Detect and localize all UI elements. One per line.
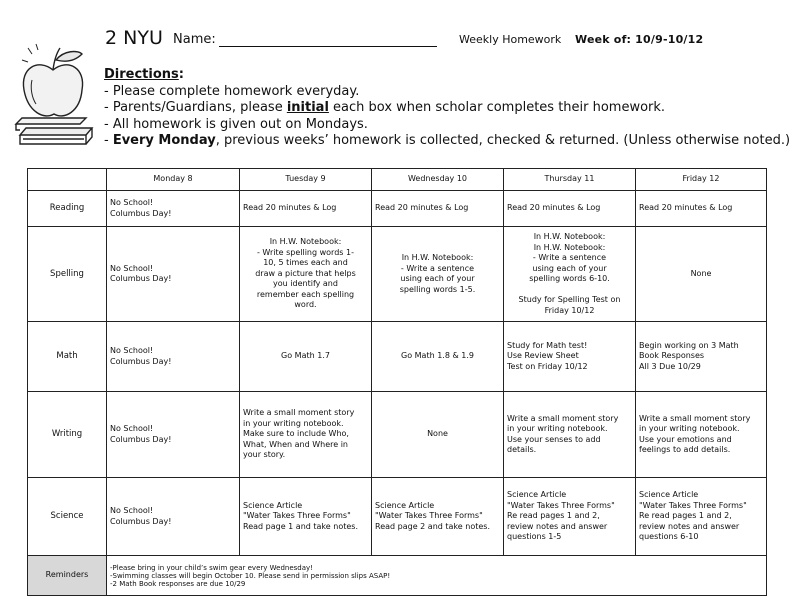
directions-line-2-emph: initial (286, 100, 329, 115)
cell-line: In H.W. Notebook: (401, 253, 474, 262)
homework-cell[interactable] (636, 478, 767, 556)
cell-line: Science Article (639, 490, 699, 500)
cell-line: in your writing notebook. (243, 418, 344, 428)
day-header-0: Monday 8 (107, 169, 240, 191)
cell-line: Make sure to include Who, (243, 429, 349, 439)
name-label: Name: (173, 32, 216, 47)
cell-line: - Write spelling words 1- (257, 247, 354, 257)
table-row-spelling (28, 227, 767, 322)
cell-line: your story. (243, 450, 286, 460)
cell-line: No School! (110, 506, 154, 515)
cell-line: Read 20 minutes & Log (375, 203, 469, 213)
table-row-reading (28, 191, 767, 227)
cell-line: Write a small moment story (639, 413, 751, 423)
cell-line: in your writing notebook. (507, 424, 608, 433)
cell-line: Science Article (375, 500, 435, 510)
homework-cell[interactable] (636, 392, 767, 478)
cell-line: details. (507, 445, 537, 454)
cell-line: Science Article (507, 490, 567, 500)
week-of-label: Week of: 10/9-10/12 (575, 33, 704, 46)
homework-cell[interactable] (504, 322, 636, 392)
subject-label: Writing (28, 392, 107, 478)
directions-line-1: - Please complete homework everyday. (104, 83, 360, 99)
subject-label: Reading (28, 191, 107, 227)
cell-line: "Water Takes Three Forms" (375, 511, 483, 521)
cell-line: review notes and answer (507, 521, 608, 531)
table-row-math (28, 322, 767, 392)
cell-line: No School! (110, 424, 154, 433)
weekly-homework-label: Weekly Homework (459, 33, 562, 46)
table-header-row (28, 169, 767, 191)
directions (104, 67, 791, 150)
homework-cell[interactable] (504, 191, 636, 227)
cell-line: None (427, 429, 448, 439)
cell-line: feelings to add details. (639, 445, 731, 454)
cell-line: Columbus Day! (110, 208, 172, 218)
day-header-4: Friday 12 (636, 169, 767, 191)
cell-line: Book Responses (639, 351, 705, 361)
cell-line: Re read pages 1 and 2, (507, 511, 600, 521)
cell-line: Go Math 1.7 (281, 351, 330, 361)
cell-line: In H.W. Notebook: (533, 242, 606, 252)
cell-line: Write a small moment story (243, 408, 355, 418)
cell-line: Read 20 minutes & Log (639, 203, 733, 213)
homework-cell[interactable] (372, 322, 504, 392)
directions-line-4-emph: Every Monday (112, 133, 216, 148)
table-row-science (28, 478, 767, 556)
homework-cell[interactable] (372, 392, 504, 478)
cell-line: Test on Friday 10/12 (507, 361, 588, 371)
cell-line: questions 1-5 (507, 532, 562, 542)
homework-cell[interactable] (504, 227, 636, 322)
cell-line: Columbus Day! (110, 434, 172, 444)
homework-cell[interactable] (240, 191, 372, 227)
homework-cell[interactable] (107, 227, 240, 322)
cell-line: Write a small moment story (507, 413, 619, 423)
header (105, 27, 785, 51)
homework-cell[interactable] (107, 392, 240, 478)
homework-cell[interactable] (107, 322, 240, 392)
cell-line: What, When and Where in (243, 439, 348, 449)
cell-line: Read 20 minutes & Log (243, 203, 337, 213)
cell-line: questions 6-10 (639, 532, 699, 542)
homework-cell[interactable] (636, 322, 767, 392)
homework-cell[interactable] (372, 191, 504, 227)
cell-line: Read page 2 and take notes. (375, 521, 490, 531)
cell-line: All 3 Due 10/29 (639, 361, 701, 371)
cell-line: Read page 1 and take notes. (243, 521, 358, 531)
homework-cell[interactable] (240, 392, 372, 478)
cell-line: Use your senses to add (507, 434, 601, 444)
reminder-line: -Swimming classes will begin October 10. Please send in permission slips ASAP! (110, 571, 391, 580)
cell-line: Study for Spelling Test on (518, 295, 621, 304)
cell-line: Read 20 minutes & Log (507, 203, 601, 213)
homework-cell[interactable] (372, 227, 504, 322)
cell-line: Go Math 1.8 & 1.9 (401, 351, 474, 361)
reminder-line: -Please bring in your child’s swim gear every Wednesday! (110, 563, 313, 572)
subject-label: Science (28, 478, 107, 556)
cell-line: In H.W. Notebook: (533, 232, 606, 241)
cell-line: No School! (110, 198, 154, 207)
day-header-2: Wednesday 10 (372, 169, 504, 191)
cell-line: review notes and answer (639, 521, 740, 531)
cell-line: Use Review Sheet (507, 351, 579, 361)
cell-line (507, 285, 632, 296)
homework-cell[interactable] (636, 227, 767, 322)
subject-label: Spelling (28, 227, 107, 322)
homework-cell[interactable] (504, 392, 636, 478)
cell-line: In H.W. Notebook: (269, 237, 342, 247)
cell-line: Re read pages 1 and 2, (639, 511, 732, 521)
cell-line: Study for Math test! (507, 340, 588, 350)
cell-line: using each of your (400, 274, 475, 283)
directions-line-4-post: , previous weeks’ homework is collected, checked & returned. (Unless otherwise noted.) (215, 133, 791, 148)
homework-cell[interactable] (636, 191, 767, 227)
cell-line: Use your emotions and (639, 434, 732, 444)
cell-line: Columbus Day! (110, 274, 172, 283)
cell-line: Columbus Day! (110, 356, 172, 366)
directions-line-3: - All homework is given out on Mondays. (104, 116, 368, 132)
cell-line: Science Article (243, 500, 303, 510)
cell-line: Columbus Day! (110, 516, 172, 526)
reminders-label: Reminders (28, 556, 107, 596)
name-line[interactable] (219, 46, 437, 47)
day-header-3: Thursday 11 (504, 169, 636, 191)
homework-table (27, 168, 767, 596)
directions-colon: : (178, 67, 184, 82)
homework-cell[interactable] (107, 478, 240, 556)
subject-label: Math (28, 322, 107, 392)
cell-line: No School! (110, 346, 154, 355)
homework-cell[interactable] (372, 478, 504, 556)
cell-line: - Write a sentence (532, 253, 607, 262)
directions-line-4 (104, 133, 791, 150)
directions-line-2-pre: - Parents/Guardians, please (104, 100, 287, 115)
cell-line: "Water Takes Three Forms" (243, 511, 351, 521)
cell-line: 10, 5 times each and (263, 258, 348, 268)
cell-line: you identify and (273, 279, 338, 289)
homework-cell[interactable] (504, 478, 636, 556)
homework-cell[interactable] (240, 322, 372, 392)
cell-line: draw a picture that helps (255, 268, 356, 278)
cell-line: "Water Takes Three Forms" (507, 500, 615, 510)
reminders-text (107, 556, 767, 596)
class-name: 2 NYU (105, 27, 163, 49)
directions-line-2 (104, 100, 788, 117)
cell-line: - Write a sentence (400, 263, 475, 273)
cell-line: None (690, 268, 712, 278)
cell-line: Begin working on 3 Math (639, 340, 739, 350)
directions-line-4-pre: - (104, 133, 113, 148)
cell-line: in your writing notebook. (639, 424, 740, 433)
homework-cell[interactable] (240, 478, 372, 556)
directions-title: Directions (104, 67, 179, 82)
table-row-writing (28, 392, 767, 478)
homework-cell[interactable] (240, 227, 372, 322)
cell-line: No School! (110, 263, 154, 273)
cell-line: "Water Takes Three Forms" (639, 500, 747, 510)
apple-books-clipart (8, 40, 98, 150)
cell-line: spelling words 1-5. (399, 284, 476, 294)
directions-line-2-post: each box when scholar completes their homework. (328, 100, 666, 115)
table-row-reminders (28, 556, 767, 596)
corner-cell (28, 169, 107, 191)
day-header-1: Tuesday 9 (240, 169, 372, 191)
cell-line: using each of your (532, 263, 607, 273)
reminder-line: -2 Math Book responses are due 10/29 (110, 579, 246, 588)
cell-line: spelling words 6-10. (529, 274, 610, 283)
cell-line: word. (294, 300, 317, 310)
homework-cell[interactable] (107, 191, 240, 227)
cell-line: Friday 10/12 (544, 305, 595, 315)
cell-line: remember each spelling (256, 289, 355, 299)
